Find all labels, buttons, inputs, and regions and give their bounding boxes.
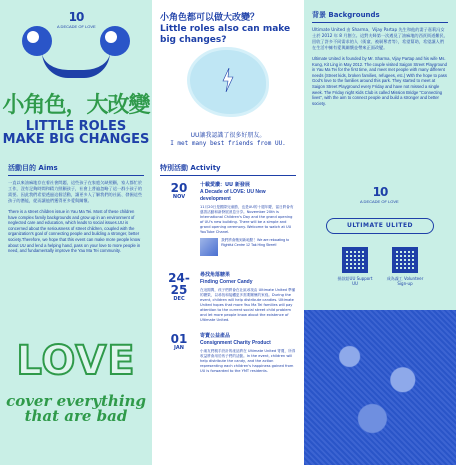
event-item <box>160 182 296 256</box>
event-title-en: A Decade of LOVE: UU New development <box>200 189 266 202</box>
event-title-en: Finding Corner Candy <box>200 279 253 285</box>
background-heading: 背景 Backgrounds <box>312 10 448 23</box>
event-date <box>162 272 196 302</box>
volunteer-qr-caption: 成為義工 Volunteer Sign-up <box>386 276 424 286</box>
event-body: 小朋友們親手設計的產品將在 Ultimate United 寄賣，所得收益將會用於孩子們的活動。In the event, children will help distribute the candy, and the action representing each children's happiness gained from UU is forwarded to the YMT residents. <box>200 349 296 373</box>
relocation-text: 我們將會搬到新地點！We are relocating to Rightful Centre 12 Tak Hing Street! <box>221 238 290 247</box>
love-tagline-line-2: that are bad <box>24 407 128 425</box>
background-body-zh: Ultimate United 由 Sharma、Vijay Partap 先生和他的妻子嘉莉冯女士於 2012 年 8 月創立。這對夫婦第一次遇見了油麻地的西貢街道難民、回收了許多不同需求的人（街童、被剝奪者等），希望幫助，希望讓人們在生活中擁有愛與關懷並帶來正面改變。 <box>312 27 448 50</box>
cover-title-en <box>0 120 152 146</box>
support-qr-code-icon[interactable] <box>342 247 368 273</box>
logo-number: 10 <box>372 185 388 199</box>
smile-icon <box>42 52 110 78</box>
event-item <box>160 333 296 374</box>
love-tagline-line-1: cover everything <box>6 392 146 410</box>
event-body: 在這期間，孩子們將會在社區尋找由 Ultimate United 準備的糖果，以尋找和接觸更多需要關懷的家庭。During the event, children will help distribute candies. Ultimate United hopes that more Yau Ma Tei families will pay attention to the current social street child problem and let more people know about the existence of Ultimate United. <box>200 288 296 322</box>
event-title-zh: 寄賣公益產品 <box>200 333 231 339</box>
question-title-en: Little roles also can make big changes? <box>160 24 291 45</box>
question-title-zh: 小角色都可以做大改變？ <box>160 13 260 23</box>
decade-logo <box>57 10 96 29</box>
aims-heading: 活動目的 Aims <box>8 163 144 176</box>
event-item <box>160 272 296 323</box>
event-month: JAN <box>174 345 184 351</box>
logo-caption: A DECADE OF LOVE <box>360 199 399 204</box>
volunteer-qr-code-icon[interactable] <box>392 247 418 273</box>
background-body-en: Ultimate United is founded by Mr. Sharma, Vijay Partap and his wife Ms. Kung, Kit Ling in May 2012. The couple visited Saigon Street Playground in Yau Ma Tei for the first time, and meet met people with many different needs (Street kids, broken families, refugees, etc.) With the hope to pass God's love to the families around this park. They started to meet at Saigon Street Playground every Friday and have not missed a single week. The Friday night Kids Club is called Mission Bridge "Connecting lives", with the aim to connect people and build a stronger and better society. <box>312 56 447 106</box>
logo-number: 10 <box>68 10 84 24</box>
event-day: 24-25 <box>168 271 190 297</box>
ultimate-united-pill: ULTIMATE ULITED <box>326 218 434 234</box>
event-title-en: Consignment Charity Product <box>200 340 271 346</box>
event-title-zh: 尋找角落糖果 <box>200 272 231 278</box>
decade-logo <box>360 185 399 204</box>
aims-panel <box>0 155 152 310</box>
cover-title-zh: 小角色，大改變 <box>2 93 150 118</box>
children-photo <box>304 310 456 465</box>
aims-body-zh: 一直以來油麻地存在着社會問題，這些孩子在家庭欠缺照顧，家人都忙於工作，沒有足夠時間和精力照顧孩子，社會上普遍忽略了這一群小孩子的需要。因此我們希望透過這個活動，讓更多人了解我們的社區、發掘這些孩子的潛能，從而讓他們獲得更多愛與關懷。 <box>8 180 143 203</box>
quote-zh: UU讓我認識了很多好朋友。 <box>190 132 266 139</box>
event-body: 11月20日是國際兒童節，也是UU的十週年慶，當日將會有慈善活動和新發展消息分享。November 20th is International Children's Day and the grand opening of UU's new building. There will be a simple and grand opening ceremony. Welcome to watch at UU YouTube Chanel. <box>200 205 294 234</box>
event-day: 20 <box>170 181 188 195</box>
logo-caption: A DECADE OF LOVE <box>57 24 96 29</box>
cover-panel <box>0 0 152 155</box>
background-panel <box>304 0 456 155</box>
building-photo <box>200 238 218 256</box>
love-tagline <box>0 394 152 424</box>
aims-body-en: There is a street children issue in Yau Ma Tei. Most of these children have complex family backgrounds and grow up in an environment of neglected care and education, which leads to social issues.UU is concerned about the seriousness of street children, coupled with the organization's goal of connecting people and building a stronger, better society.Therefore, we hope that this event can make more people know about UU and lend a helping hand, pass on your love to more people in need, and fundamentally improve the Yau Ma Tei community. <box>8 209 141 254</box>
relocation-card <box>200 238 296 256</box>
question-panel <box>152 0 304 155</box>
support-qr-caption: 捐款給UU Support UU <box>337 276 373 286</box>
cover-title-en-line-1: LITTLE ROLES <box>25 119 127 134</box>
activity-panel <box>152 155 304 465</box>
lightning-bolt-icon <box>222 68 234 92</box>
love-word: LOVE <box>16 338 136 384</box>
quote-en: I met many best friends from UU. <box>170 140 286 147</box>
event-date <box>162 333 196 351</box>
event-month: DEC <box>173 296 185 302</box>
event-day: 01 <box>170 332 188 346</box>
event-date <box>162 182 196 200</box>
ultimate-panel <box>304 155 456 310</box>
event-month: NOV <box>172 194 186 200</box>
event-title-zh: 十載愛讚：UU 新發展 <box>200 182 250 188</box>
love-panel <box>0 310 152 465</box>
cover-title-en-line-2: MAKE BIG CHANGES <box>2 132 150 147</box>
activity-heading: 特別活動 Activity <box>160 163 296 176</box>
